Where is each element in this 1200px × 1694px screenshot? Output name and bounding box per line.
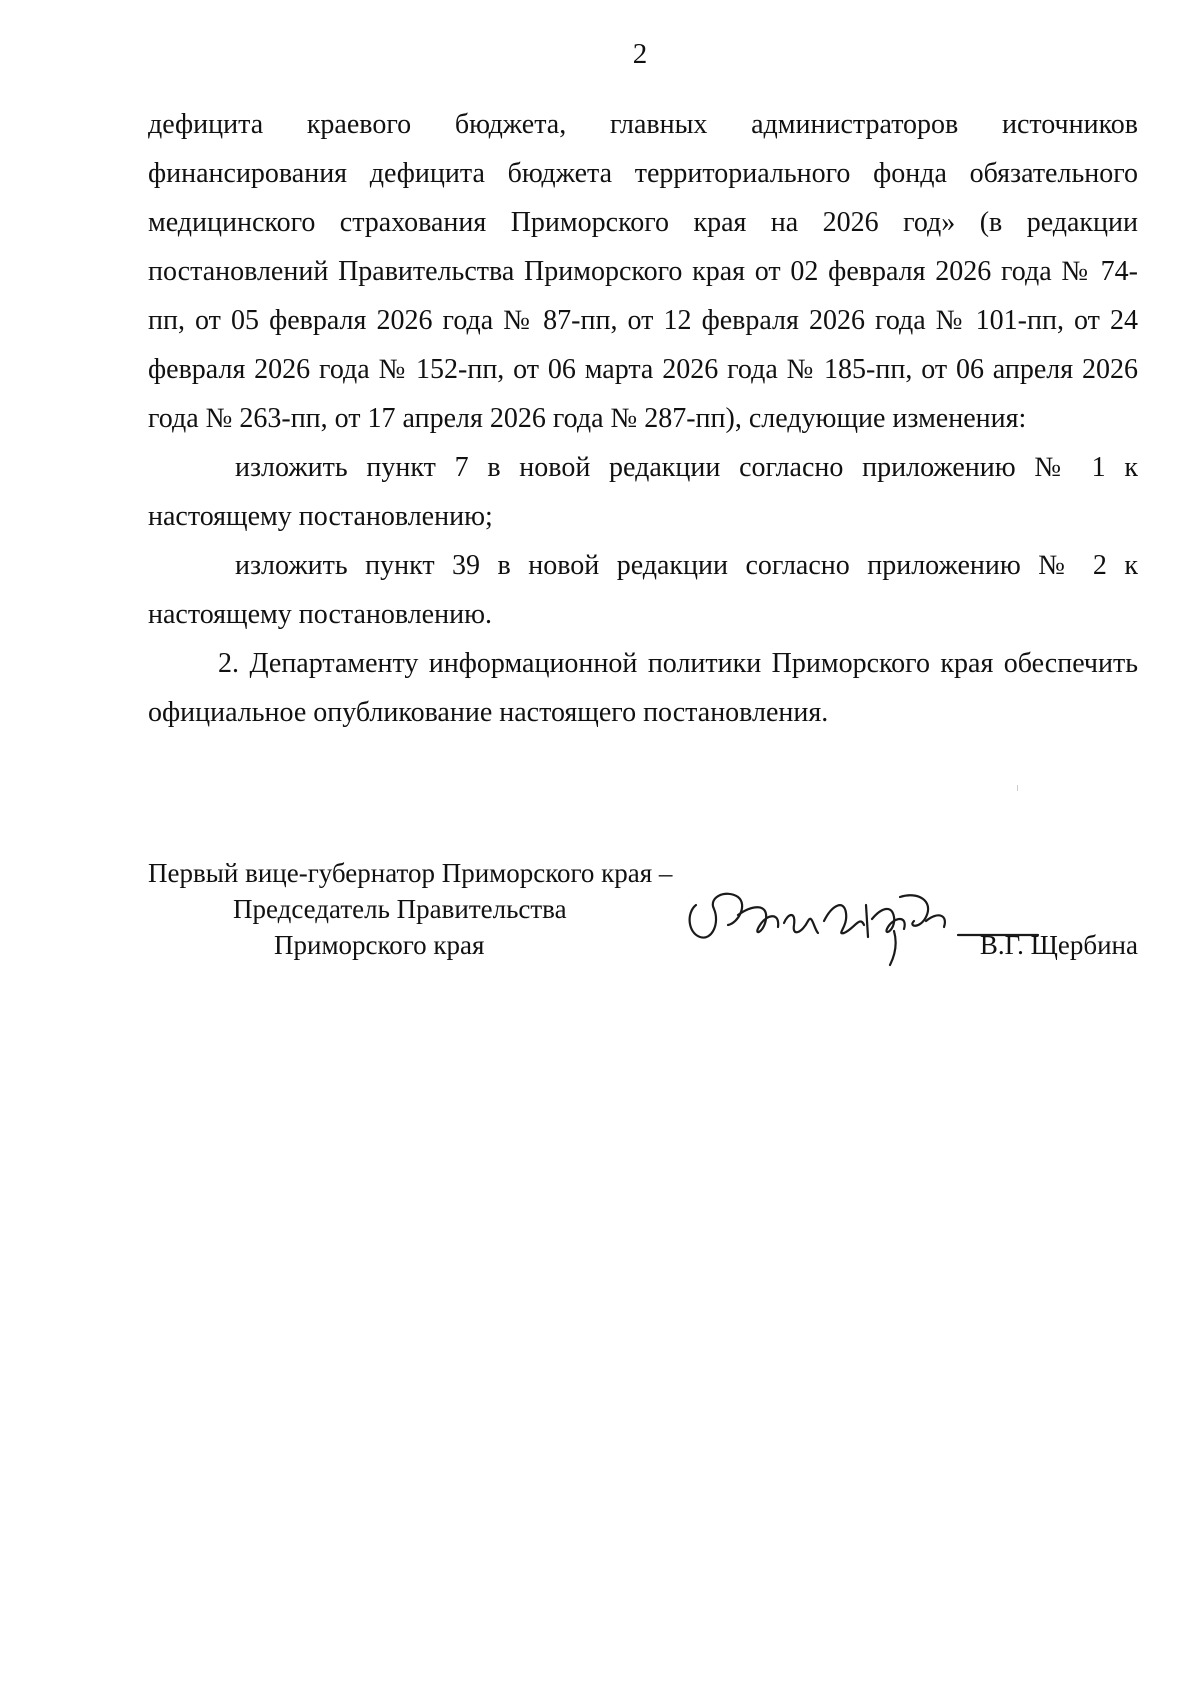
paragraph-item-7: изложить пункт 7 в новой редакции согласно приложению № 1 к настоящему постановлению; [148,452,1138,532]
paragraph-publication: 2. Департаменту информационной политики Приморского края обеспечить официальное опубликование настоящего постановления. [148,648,1138,728]
paragraph-amendments-intro: дефицита краевого бюджета, главных администраторов источников финансирования дефицита бюджета территориального фонда обязательного медицинского страхования Приморского края на 2026 год» (в редакции постановлений Правительства Приморского края от 02 февраля 2026 года № 74-пп, от 05 февраля 2026 года № 87-пп, от 12 февраля 2026 года № 101-пп, от 24 февраля 2026 года № 152-пп, от 06 марта 2026 года № 185-пп, от 06 апреля 2026 года № 263-пп, от 17 апреля 2026 года № 287-пп), следующие изменения: [148,109,1138,434]
signatory-title-line1: Первый вице-губернатор Приморского края – [148,858,673,888]
page-number: 2 [632,38,648,70]
signature-block [148,855,1138,975]
signatory-title-line3: Приморского края [274,930,485,960]
signatory-name: В.Г. Щербина [979,930,1138,960]
signatory-title-line2: Председатель Правительства [233,894,567,924]
scan-mark [1017,785,1018,791]
paragraph-item-39: изложить пункт 39 в новой редакции согласно приложению № 2 к настоящему постановлению. [148,550,1138,630]
document-body [148,100,1138,737]
